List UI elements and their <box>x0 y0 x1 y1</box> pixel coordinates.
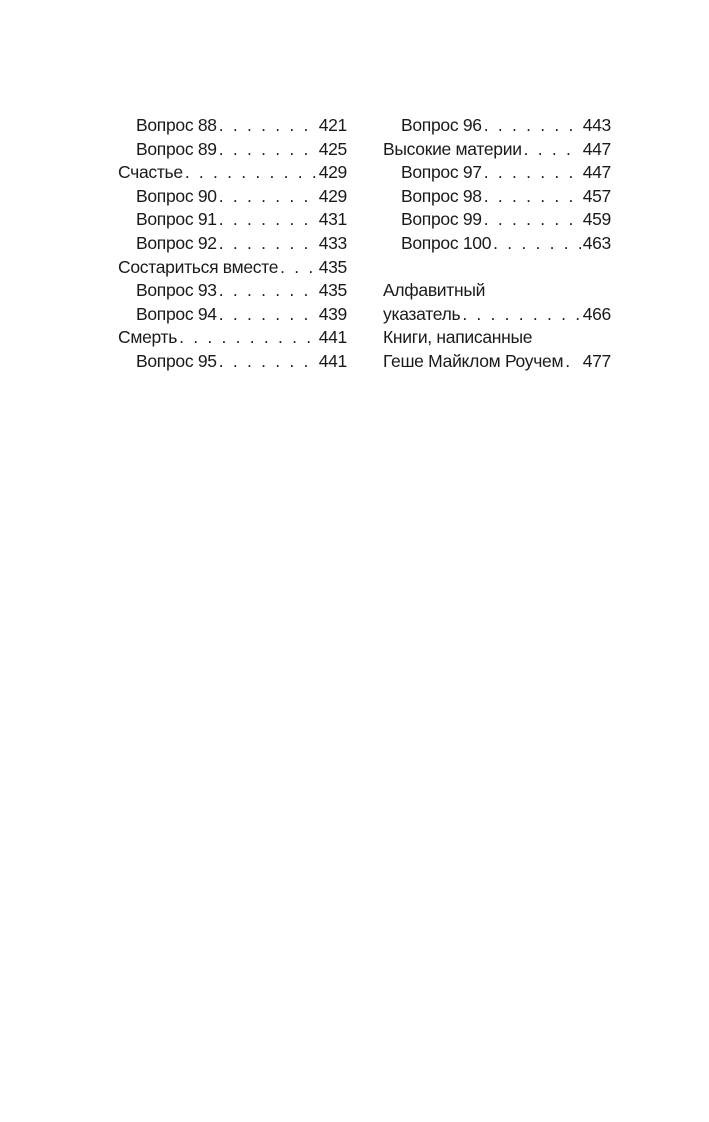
toc-page-number: 429 <box>318 185 347 206</box>
toc-entry-title: Вопрос 88 <box>136 115 217 135</box>
toc-page-number: 477 <box>582 350 611 371</box>
toc-dot-leader <box>219 114 317 138</box>
toc-dot-leader <box>484 185 581 209</box>
toc-entry-title: Вопрос 98 <box>401 185 482 206</box>
toc-page-number: 463 <box>582 232 611 253</box>
toc-dot-leader <box>179 326 317 350</box>
toc-dot-leader <box>219 232 317 256</box>
toc-entry <box>118 279 347 303</box>
toc-page-number: 431 <box>318 209 347 230</box>
toc-page-number: 433 <box>318 232 347 253</box>
toc-entry-title: Вопрос 94 <box>136 303 217 324</box>
toc-entry <box>118 138 347 162</box>
toc-dot-leader <box>219 303 317 327</box>
toc-entry <box>383 303 611 327</box>
toc-entry-title: Книги, написанные <box>383 327 533 348</box>
toc-entry-title: Вопрос 91 <box>136 209 217 230</box>
toc-entry <box>383 114 611 138</box>
toc-entry-title: Вопрос 93 <box>136 280 217 301</box>
toc-entry <box>118 232 347 256</box>
toc-entry-title: Вопрос 99 <box>401 209 482 230</box>
toc-entry-title: Геше Майклом Роучем <box>383 350 564 371</box>
toc-entry <box>383 350 611 374</box>
toc-spacer <box>383 256 611 280</box>
toc-dot-leader <box>484 161 581 185</box>
toc-dot-leader <box>565 350 580 374</box>
toc-entry <box>383 232 611 256</box>
toc-page-number: 421 <box>318 115 347 135</box>
toc-page-number: 447 <box>582 162 611 183</box>
toc-dot-leader <box>219 350 317 374</box>
toc-page-number: 429 <box>318 162 347 183</box>
toc-dot-leader <box>185 161 317 185</box>
toc-dot-leader <box>484 114 581 138</box>
toc-page-number: 447 <box>582 138 611 159</box>
toc-entry <box>118 161 347 185</box>
toc-entry-title: Вопрос 90 <box>136 185 217 206</box>
toc-entry-title: Высокие материи <box>383 138 522 159</box>
toc-page-number: 435 <box>318 280 347 301</box>
toc-entry-title: указатель <box>383 303 461 324</box>
toc-entry <box>118 114 347 138</box>
toc-left-column <box>118 114 347 374</box>
toc-page-number: 443 <box>582 115 611 135</box>
toc-page-number: 441 <box>318 350 347 371</box>
toc-entry-title: Вопрос 97 <box>401 162 482 183</box>
toc-entry <box>118 303 347 327</box>
toc-dot-leader <box>219 208 317 232</box>
toc-dot-leader <box>219 185 317 209</box>
toc-page-number: 439 <box>318 303 347 324</box>
toc-entry <box>118 208 347 232</box>
toc-entry-title: Вопрос 100 <box>401 232 492 253</box>
toc-page-number: 425 <box>318 138 347 159</box>
toc-page-number: 441 <box>318 327 347 348</box>
toc-entry <box>383 208 611 232</box>
toc-entry-title: Вопрос 92 <box>136 232 217 253</box>
toc-entry <box>383 185 611 209</box>
toc-page-number: 457 <box>582 185 611 206</box>
toc-entry <box>383 161 611 185</box>
toc-dot-leader <box>280 256 317 280</box>
toc-dot-leader <box>524 138 581 162</box>
toc-entry-title: Вопрос 89 <box>136 138 217 159</box>
toc-entry-title: Алфавитный <box>383 280 486 301</box>
toc-dot-leader <box>219 279 317 303</box>
toc-entry <box>383 326 611 350</box>
toc-dot-leader <box>462 303 580 327</box>
toc-entry <box>118 256 347 280</box>
toc-entry-title: Вопрос 96 <box>401 115 482 135</box>
toc-right-column <box>383 114 611 374</box>
toc-page-number: 435 <box>318 256 347 277</box>
toc-entry-title: Счастье <box>118 162 183 183</box>
toc-dot-leader <box>493 232 581 256</box>
toc-entry <box>118 350 347 374</box>
toc-page-number: 459 <box>582 209 611 230</box>
toc-dot-leader <box>219 138 317 162</box>
toc-dot-leader <box>484 208 581 232</box>
toc-entry <box>118 326 347 350</box>
toc-entry-title: Смерть <box>118 327 178 348</box>
toc-entry-title: Вопрос 95 <box>136 350 217 371</box>
toc-entry <box>383 279 611 303</box>
toc-entry <box>118 185 347 209</box>
toc-entry <box>383 138 611 162</box>
toc-page-number: 466 <box>582 303 611 324</box>
toc-entry-title: Состариться вместе <box>118 256 279 277</box>
